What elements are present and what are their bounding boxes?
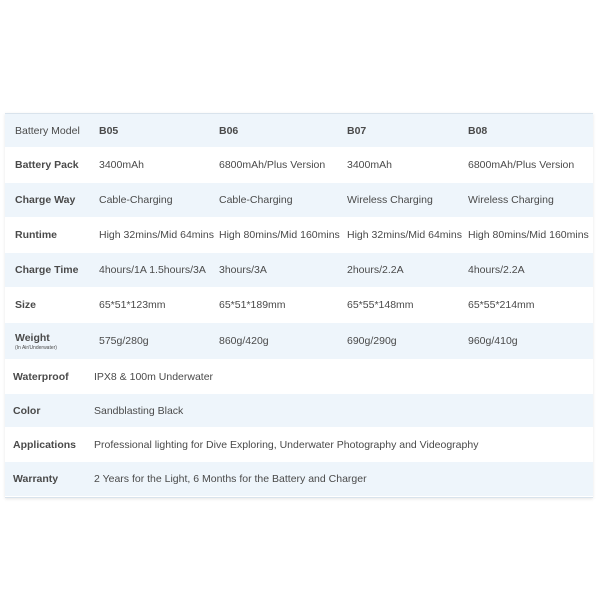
row-label-text: Weight (15, 331, 50, 344)
header-model-b07: B07 (347, 124, 367, 137)
table-cell-wide: IPX8 & 100m Underwater (94, 370, 214, 383)
header-model-b06: B06 (219, 124, 239, 137)
table-cell: 860g/420g (219, 335, 269, 347)
table-row (5, 394, 593, 428)
table-cell: 690g/290g (347, 335, 397, 347)
row-label: Runtime (15, 229, 57, 241)
row-label: Applications (13, 438, 77, 451)
row-label: Charge Way (15, 194, 76, 206)
table-cell: 3400mAh (99, 159, 144, 171)
table-cell: High 80mins/Mid 160mins (468, 229, 589, 241)
row-label: Size (15, 299, 37, 311)
table-cell: 6800mAh/Plus Version (219, 159, 326, 171)
table-cell: High 80mins/Mid 160mins (219, 229, 340, 241)
table-cell: Cable-Charging (99, 194, 173, 206)
table-header-row (5, 114, 593, 148)
header-model-b05: B05 (99, 124, 119, 137)
table-cell: 4hours/2.2A (468, 264, 525, 276)
table-cell: 4hours/1A 1.5hours/3A (99, 264, 206, 276)
row-label: Color (13, 404, 41, 417)
table-row (5, 148, 593, 183)
row-label: Waterproof (13, 370, 69, 383)
row-sublabel: (In Air/Underwater) (15, 344, 57, 351)
table-cell: 3400mAh (347, 159, 392, 171)
table-row (5, 462, 593, 497)
table-row (5, 218, 593, 253)
table-cell: 6800mAh/Plus Version (468, 159, 575, 171)
table-cell: 3hours/3A (219, 264, 267, 276)
table-row (5, 183, 593, 218)
table-cell-wide: Sandblasting Black (94, 404, 184, 417)
table-cell: 575g/280g (99, 335, 149, 347)
table-cell: 65*51*189mm (219, 299, 286, 311)
row-label: Warranty (13, 473, 59, 485)
table-cell: Wireless Charging (347, 194, 433, 206)
table-cell: 65*51*123mm (99, 299, 166, 311)
header-model-b08: B08 (468, 124, 488, 137)
table-row (5, 253, 593, 288)
table-cell: High 32mins/Mid 64mins (99, 229, 214, 241)
table-cell: 960g/410g (468, 335, 518, 347)
table-row (5, 288, 593, 323)
table-cell: 65*55*214mm (468, 299, 535, 311)
table-cell: Wireless Charging (468, 194, 554, 206)
row-label: Battery Pack (15, 159, 79, 171)
table-cell: Cable-Charging (219, 194, 293, 206)
row-label (5, 332, 92, 351)
table-cell-wide: 2 Years for the Light, 6 Months for the Battery and Charger (94, 473, 367, 485)
table-row (5, 323, 593, 360)
table-cell: 65*55*148mm (347, 299, 414, 311)
table-row (5, 428, 593, 462)
table-row (5, 360, 593, 394)
table-cell: 2hours/2.2A (347, 264, 404, 276)
spec-table (5, 113, 593, 498)
row-label: Charge Time (15, 264, 79, 276)
table-cell: High 32mins/Mid 64mins (347, 229, 462, 241)
header-label: Battery Model (15, 124, 80, 137)
table-cell-wide: Professional lighting for Dive Exploring, Underwater Photography and Videography (94, 438, 479, 451)
